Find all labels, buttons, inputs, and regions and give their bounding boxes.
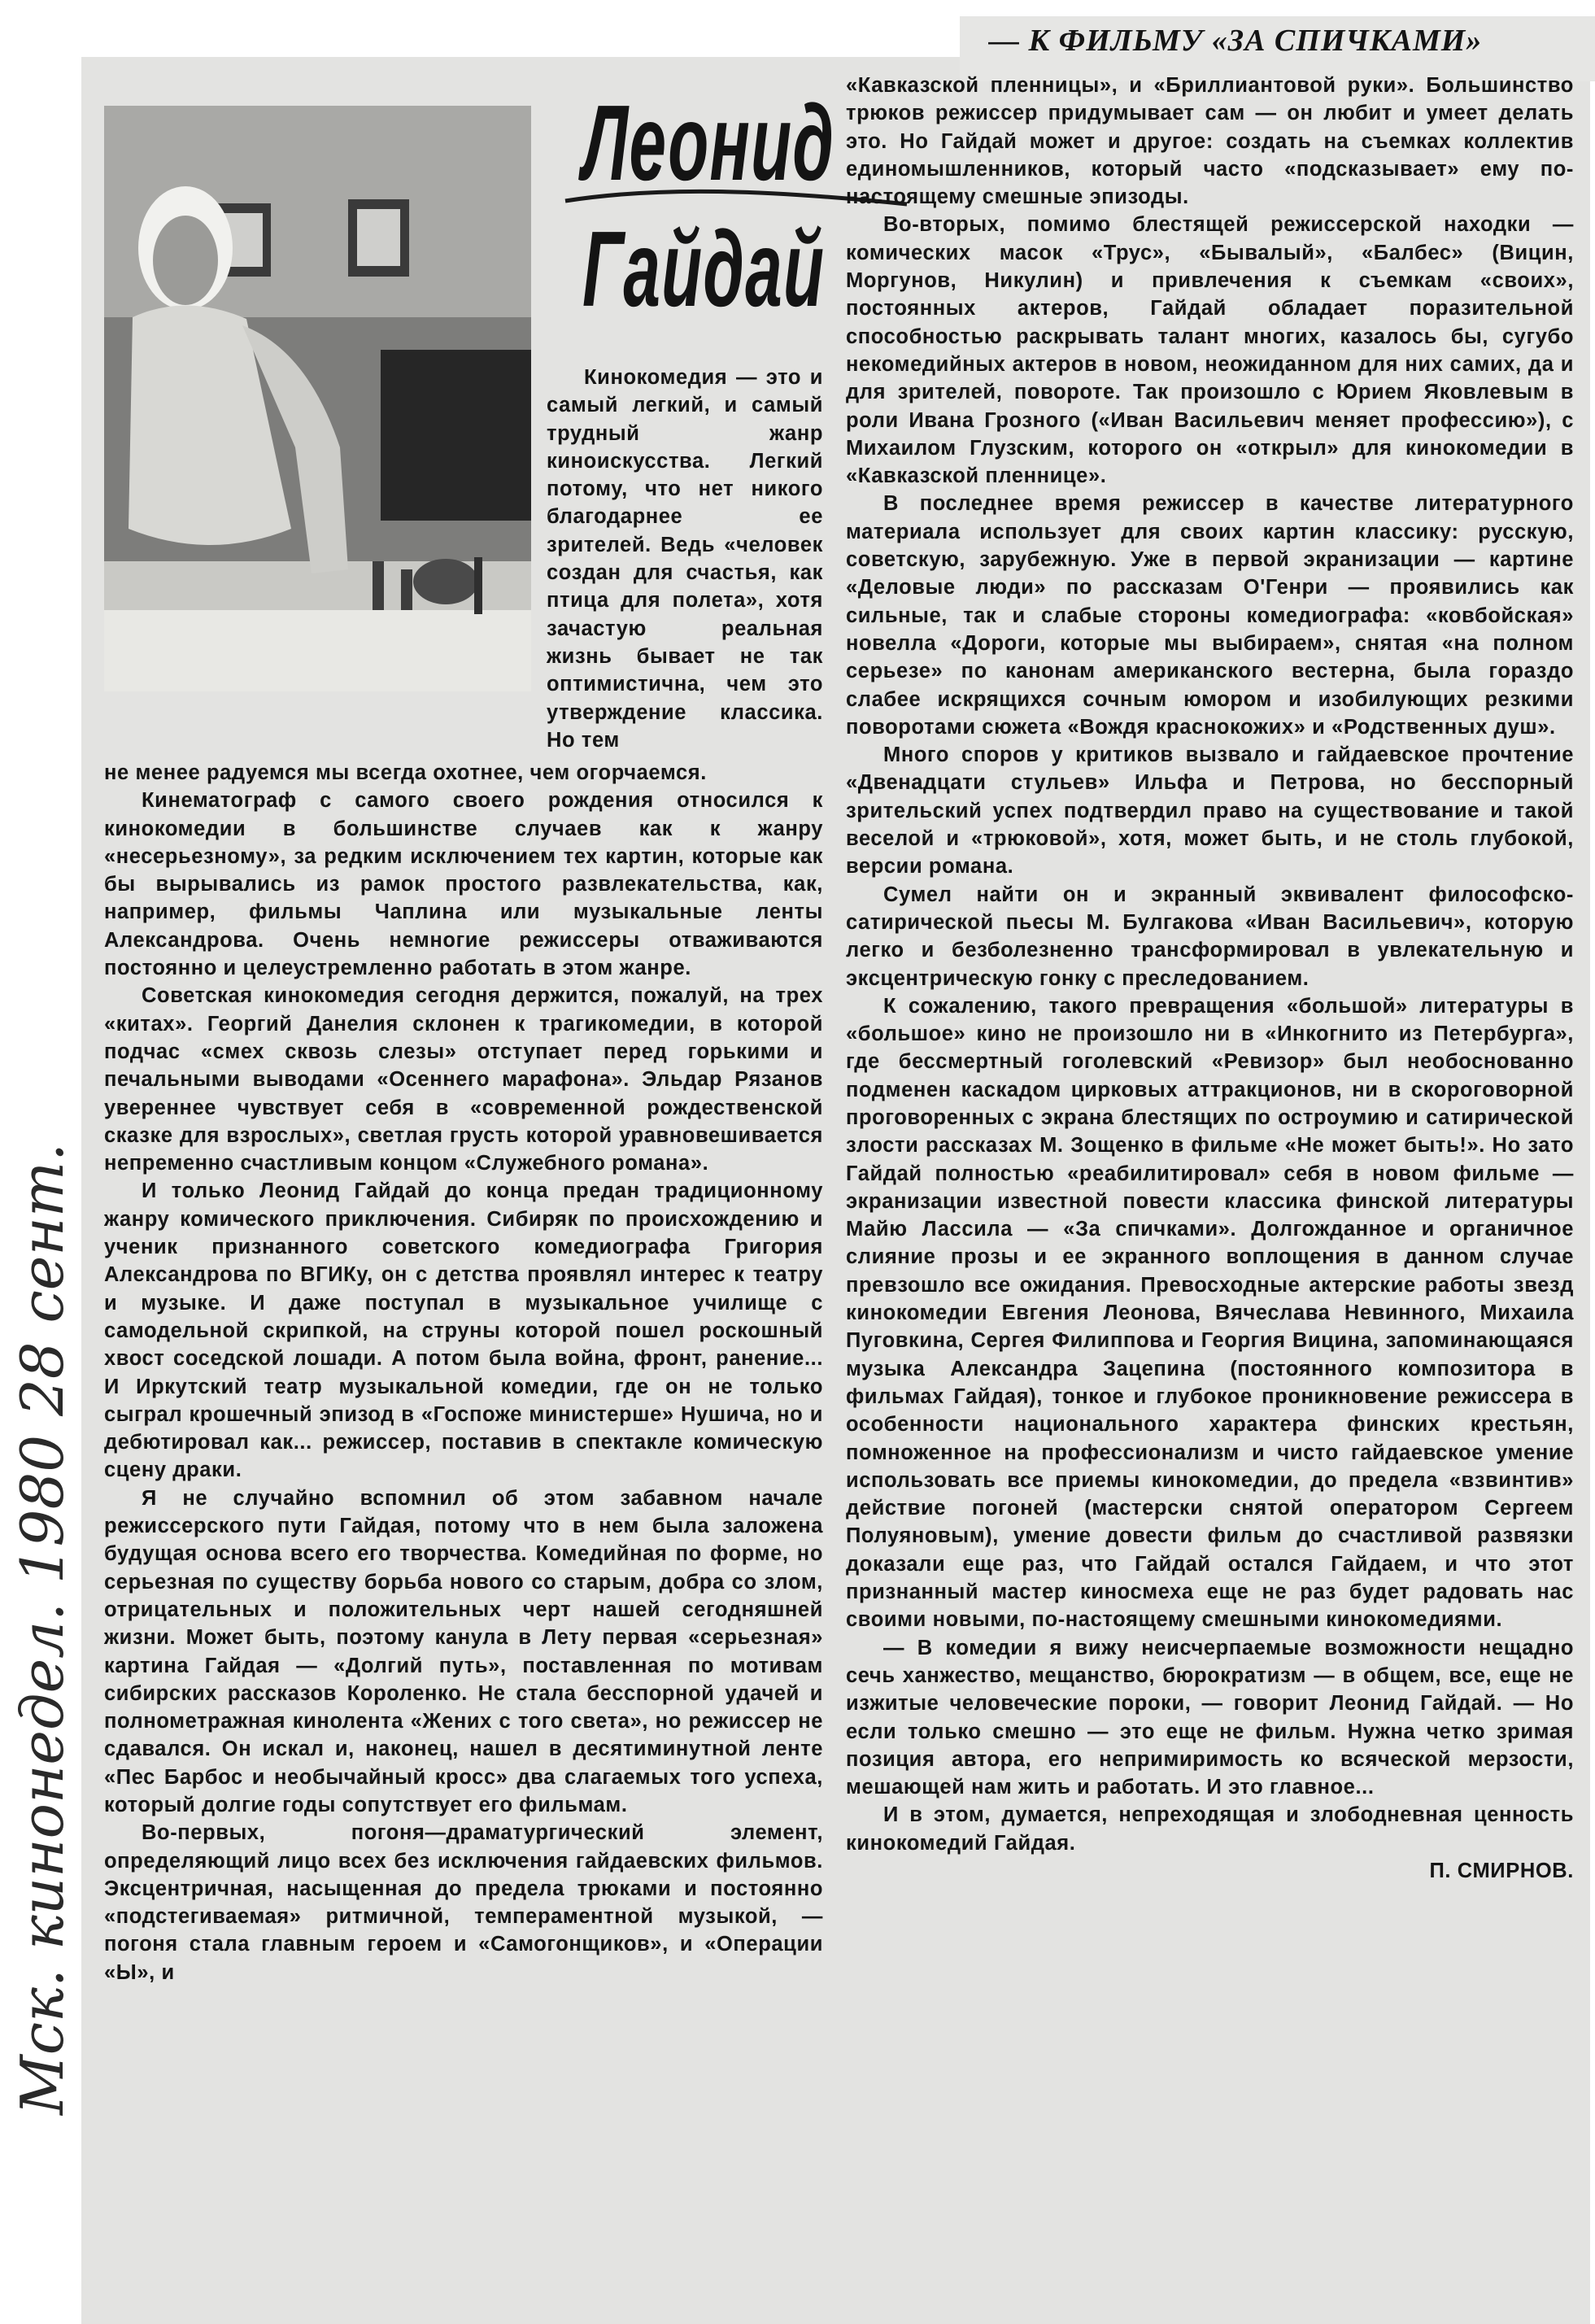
paragraph: не менее радуемся мы всегда охотнее, чем огорчаемся. (104, 761, 707, 784)
handwritten-source-note: Мск. кинонедел. 1980 28 сент. (8, 1143, 76, 2115)
rubric-text: К ФИЛЬМУ «ЗА СПИЧКАМИ» (1028, 24, 1483, 58)
paragraph: Во-первых, погоня—драматургический элемент, определяющий лицо всех без исключения гайдаевских фильмов. Эксцентричная, насыщенная до предела трюками и постоянно «подстегиваемая» ритмичной, темпераментной музыкой, — погоня стала главным героем и «Самогонщиков», и «Операции «Ы», и (104, 1821, 823, 1984)
intro-paragraph: Кинокомедия — это и самый легкий, и самый трудный жанр киноискусства. Легкий потому, что нет никого благодарнее ее зрителей. Ведь «человек создан для счастья, как птица для полета», хотя зачастую реальная жизнь бывает не так оптимистична, чем это утверждение классика. Но тем (547, 366, 823, 752)
left-column-text (104, 759, 823, 1986)
paragraph: В последнее время режиссер в качестве литературного материала использует для своих картин классику: русскую, советскую, зарубежную. Уже в первой экранизации — картине «Деловые люди» по рассказам О'Генри — проявились как сильные, так и слабые стороны комедиографа: «ковбойская» новелла «Дороги, которые мы выбираем», снятая «на полном серьезе» по канонам американского вестерна, была гораздо слабее искрящихся сочным юмором и изобилующих резкими поворотами сюжета «Вождя краснокожих» и «Родственных душ». (846, 492, 1574, 739)
portrait-illustration (104, 106, 531, 691)
section-rubric (988, 23, 1590, 65)
paragraph: «Кавказской пленницы», и «Бриллиантовой руки». Большинство трюков режиссер придумывает сам — он любит и умеет делать это. Но Гайдай может и другое: создать на съемках коллектив единомышленников, который часто «подсказывает» ему по-настоящему смешные эпизоды. (846, 74, 1574, 209)
headline-last-name: Гайдай (582, 209, 826, 329)
paragraph: К сожалению, такого превращения «большой» литературы в «большое» кино не произошло ни в «Инкогнито из Петербурга», где бессмертный гоголевский «Ревизор» был необоснованно подменен каскадом цирковых аттракционов, ни в скороговорной проговоренных с экрана блестящих по остроумию и сатирической злости рассказах М. Зощенко в фильме «Не может быть!». Но зато Гайдай полностью «реабилитировал» себя в новом фильме — экранизации известной повести классика финской литературы Майю Лассила — «За спичками». Долгожданное и органичное слияние прозы и ее экранного воплощения в данном случае превзошло все ожидания. Превосходные актерские работы звезд кинокомедии Евгения Леонова, Вячеслава Невинного, Михаила Пуговкина, Сергея Филиппова и Георгия Вицина, запоминающаяся музыка Александра Зацепина (постоянного композитора в фильмах Гайдая), тонкое и глубокое проникновение режиссера в особенности национального характера финских крестьян, помноженное на профессионализм и чисто гайдаевское умение использовать все приемы кинокомедии, до предела «взвинтив» действие погоней (мастерски снятой оператором Сергеем Полуяновым), умение довести фильм до счастливой развязки доказали еще раз, что Гайдай остался Гайдаем, и что этот признанный мастер киносмеха еще не раз будет радовать нас своими новыми, по-настоящему смешными кинокомедиями. (846, 994, 1574, 1632)
paragraph: И в этом, думается, непреходящая и злободневная ценность кинокомедий Гайдая. (846, 1803, 1574, 1855)
paragraph: Во-вторых, помимо блестящей режиссерской находки — комических масок «Трус», «Бывалый», «Балбес» (Вицин, Моргунов, Никулин) и привлечения к съемкам «своих», постоянных актеров, Гайдай обладает поразительной способностью раскрывать талант многих, казалось бы, сугубо некомедийных актеров в новом, неожиданном для них самих, да и для зрителей, повороте. Так произошло с Юрием Яковлевым в роли Ивана Грозного («Иван Васильевич меняет профессию»), с Михаилом Глузским, которого он «открыл» для кинокомедии в «Кавказской пленнице». (846, 213, 1574, 488)
paragraph: Я не случайно вспомнил об этом забавном начале режиссерского пути Гайдая, потому что в нем была заложена будущая основа всего его творчества. Комедийная по форме, но серьезная по существу борьба нового со старым, добра со злом, отрицательных и положительных черт нашей сегодняшней жизни. Может быть, поэтому канула в Лету первая «серьезная» картина Гайдая — «Долгий путь», поставленная по мотивам сибирских рассказов Короленко. Не стала бесспорной удачей и полнометражная кинолента «Жених с того света», но режиссер не сдавался. Он искал и, наконец, нашел в десятиминутной ленте «Пес Барбос и необычайный кросс» два слагаемых того успеха, который долгие годы сопутствует его фильмам. (104, 1486, 823, 1816)
headline-first-name: Леонид (582, 83, 835, 203)
right-column-text (846, 72, 1574, 1885)
paragraph: Кинематограф с самого своего рождения относился к кинокомедии в большинстве случаев как к жанру «несерьезному», за редким исключением тех картин, которые как бы вырывались из рамок простого развлекательства, как, например, фильмы Чаплина или музыкальные ленты Александрова. Очень немногие режиссеры отваживаются постоянно и целеустремленно работать в этом жанре. (104, 789, 823, 980)
author-name: П. СМИРНОВ. (1429, 1860, 1574, 1882)
paragraph: И только Леонид Гайдай до конца предан традиционному жанру комического приключения. Сибиряк по происхождению и ученик признанного советского комедиографа Григория Александрова по ВГИКу, он с детства проявлял интерес к театру и музыке. И даже поступал в музыкальное училище с самодельной скрипкой, на струны которой пошел роскошный хвост соседской лошади. А потом была война, фронт, ранение... И Иркутский театр музыкальной комедии, где он не только сыграл крошечный эпизод в «Госпоже министерше» Нушича, но и дебютировал как... режиссер, поставив в спектакле комическую сцену драки. (104, 1179, 823, 1482)
author-signature (846, 1857, 1574, 1885)
paragraph: — В комедии я вижу неисчерпаемые возможности нещадно сечь ханжество, мещанство, бюрократизм — в общем, все, еще не изжитые человеческие пороки, — говорит Леонид Гайдай. — Но если только смешно — это еще не фильм. Нужна четко зримая позиция автора, его непримиримость ко всяческой мерзости, мешающей нам жить и работать. И это главное... (846, 1636, 1574, 1799)
paragraph: Сумел найти он и экранный эквивалент философско-сатирической пьесы М. Булгакова «Иван Васильевич», которую легко и безболезненно трансформировал в увлекательную и эксцентрическую гонку с преследованием. (846, 883, 1574, 990)
paragraph: Много споров у критиков вызвало и гайдаевское прочтение «Двенадцати стульев» Ильфа и Петрова, но бесспорный зрительский успех подтвердил право на существование и такой веселой и «трюковой», хотя, может быть, и не столь глубокой, версии романа. (846, 743, 1574, 879)
portrait-photo (104, 106, 531, 691)
paragraph: Советская кинокомедия сегодня держится, пожалуй, на трех «китах». Георгий Данелия склонен к трагикомедии, в которой подчас «смех сквозь слезы» отступает перед горькими и печальными выводами «Осеннего марафона». Эльдар Рязанов увереннее чувствует себя в «современной рождественской сказке для взрослых», светлая грусть которой уравновешивается непременно счастливым концом «Служебного романа». (104, 984, 823, 1175)
intro-column-text (547, 364, 823, 754)
rubric-dash: — (988, 24, 1029, 58)
